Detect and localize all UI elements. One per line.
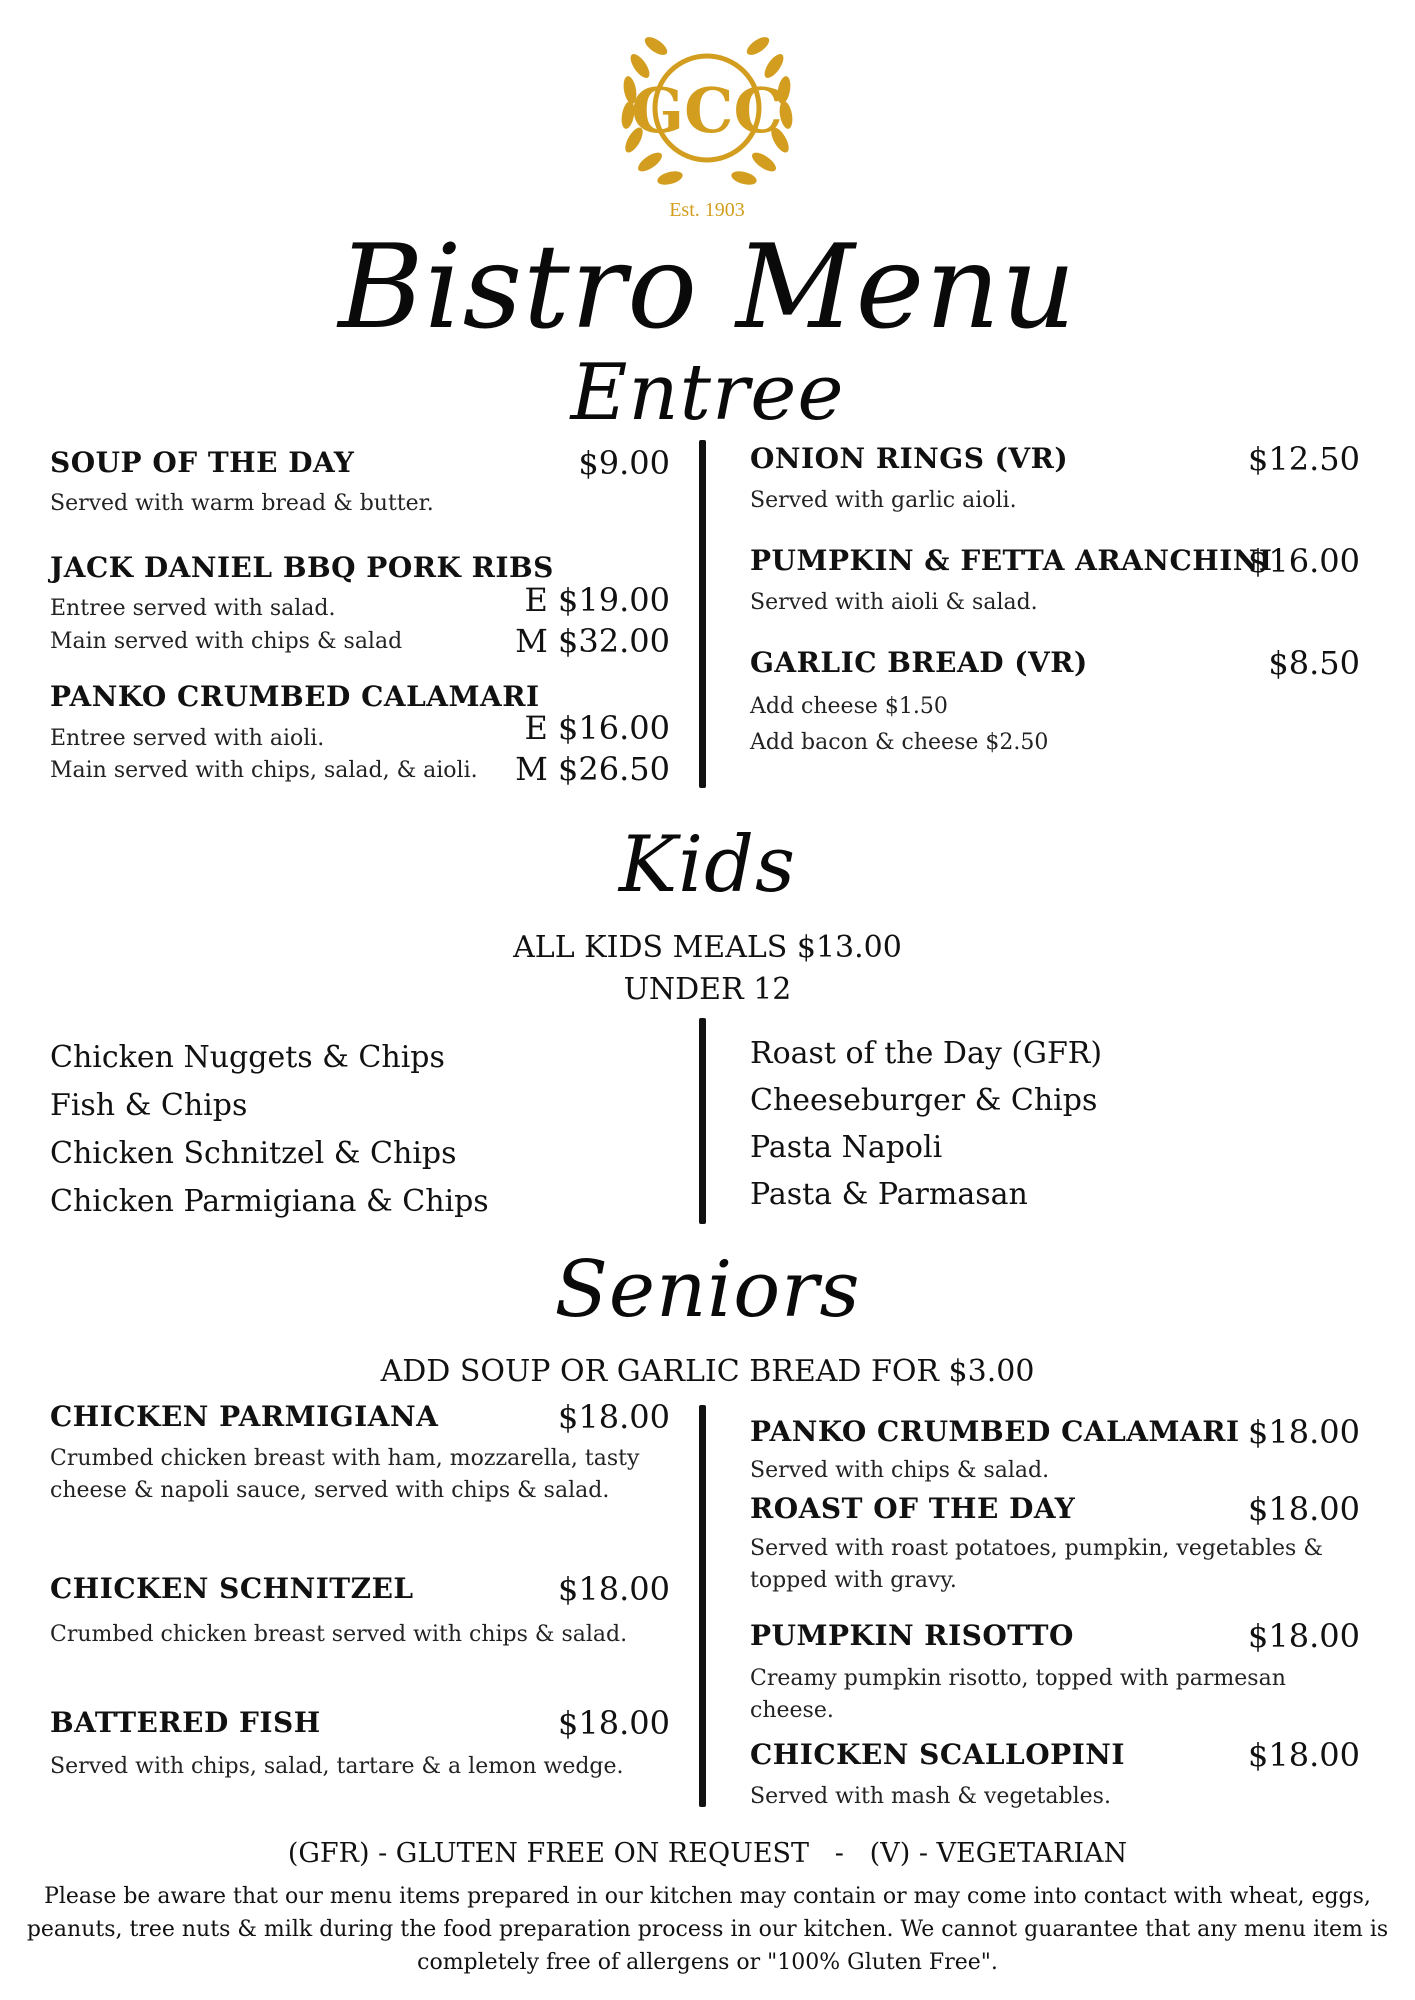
- menu-item-price-entree: E $16.00: [524, 709, 670, 747]
- seniors-divider: [699, 1405, 706, 1807]
- disclaimer-line: completely free of allergens or "100% Gluten Free".: [417, 1950, 998, 1975]
- menu-item-desc: Served with aioli & salad.: [750, 590, 1038, 615]
- list-item: Pasta & Parmasan: [750, 1177, 1028, 1212]
- menu-item-price: $9.00: [578, 444, 670, 482]
- kids-right-list: [750, 1030, 1102, 1218]
- list-item: Roast of the Day (GFR): [750, 1036, 1103, 1071]
- entree-heading: Entree: [570, 348, 845, 438]
- menu-item-price-main: M $26.50: [515, 750, 670, 788]
- menu-item-desc: Add cheese $1.50: [750, 694, 948, 719]
- menu-item-desc: Served with chips, salad, tartare & a lemon wedge.: [50, 1754, 624, 1779]
- kids-heading: Kids: [618, 820, 797, 910]
- menu-item-desc: Add bacon & cheese $2.50: [750, 730, 1049, 755]
- menu-item-desc: Creamy pumpkin risotto, topped with parmesan: [750, 1666, 1286, 1691]
- menu-item-name: ROAST OF THE DAY: [750, 1492, 1076, 1525]
- laurel-wreath-icon: [612, 20, 802, 230]
- menu-item-desc: cheese & napoli sauce, served with chips & salad.: [50, 1478, 610, 1503]
- menu-item-name: GARLIC BREAD (VR): [750, 646, 1088, 679]
- menu-item-desc: topped with gravy.: [750, 1568, 957, 1593]
- menu-item-price: $18.00: [1248, 1490, 1360, 1528]
- kids-age-note: UNDER 12: [623, 972, 792, 1007]
- menu-item-name: JACK DANIEL BBQ PORK RIBS: [50, 551, 554, 584]
- menu-item-desc: Served with chips & salad.: [750, 1458, 1050, 1483]
- menu-item-price: $18.00: [1248, 1413, 1360, 1451]
- menu-item-desc: Entree served with aioli.: [50, 726, 325, 751]
- menu-item-desc: Served with roast potatoes, pumpkin, vegetables &: [750, 1536, 1323, 1561]
- menu-item-name: CHICKEN SCALLOPINI: [750, 1738, 1125, 1771]
- menu-item-price-entree: E $19.00: [524, 581, 670, 619]
- allergen-disclaimer: [0, 1880, 1415, 1979]
- menu-item-desc: Crumbed chicken breast served with chips & salad.: [50, 1622, 628, 1647]
- menu-item-desc: Served with warm bread & butter.: [50, 491, 434, 516]
- list-item: Cheeseburger & Chips: [750, 1083, 1098, 1118]
- disclaimer-line: Please be aware that our menu items prepared in our kitchen may contain or may come into contact with wheat, eggs,: [44, 1884, 1371, 1909]
- menu-item-price: $18.00: [1248, 1736, 1360, 1774]
- kids-divider: [699, 1018, 706, 1224]
- menu-item-price-main: M $32.00: [515, 622, 670, 660]
- menu-item-name: PUMPKIN RISOTTO: [750, 1619, 1074, 1652]
- menu-item-desc: Served with mash & vegetables.: [750, 1784, 1111, 1809]
- menu-item-desc: Main served with chips & salad: [50, 629, 403, 654]
- menu-item-name: ONION RINGS (VR): [750, 442, 1069, 475]
- dietary-legend: (GFR) - GLUTEN FREE ON REQUEST - (V) - VEGETARIAN: [287, 1838, 1128, 1869]
- kids-price-note: ALL KIDS MEALS $13.00: [513, 930, 902, 965]
- menu-item-price: $8.50: [1268, 644, 1360, 682]
- list-item: Chicken Schnitzel & Chips: [50, 1136, 457, 1171]
- disclaimer-line: peanuts, tree nuts & milk during the food preparation process in our kitchen. We cannot guarantee that any menu item is: [26, 1917, 1389, 1942]
- menu-item-price: $18.00: [558, 1570, 670, 1608]
- menu-item-name: CHICKEN PARMIGIANA: [50, 1400, 439, 1433]
- logo-monogram: GCC: [631, 74, 783, 147]
- menu-item-price: $16.00: [1248, 542, 1360, 580]
- menu-item-name: CHICKEN SCHNITZEL: [50, 1572, 414, 1605]
- menu-item-name: BATTERED FISH: [50, 1706, 321, 1739]
- kids-left-list: [50, 1034, 489, 1226]
- menu-item-price: $18.00: [558, 1398, 670, 1436]
- list-item: Pasta Napoli: [750, 1130, 943, 1165]
- menu-item-desc: cheese.: [750, 1698, 834, 1723]
- list-item: Chicken Parmigiana & Chips: [50, 1184, 489, 1219]
- menu-title: Bistro Menu: [338, 220, 1077, 355]
- club-logo: [612, 20, 802, 230]
- menu-item-price: $18.00: [1248, 1617, 1360, 1655]
- logo-est: Est. 1903: [669, 199, 745, 221]
- list-item: Chicken Nuggets & Chips: [50, 1040, 445, 1075]
- seniors-addon-note: ADD SOUP OR GARLIC BREAD FOR $3.00: [380, 1354, 1035, 1389]
- menu-item-name: PANKO CRUMBED CALAMARI: [750, 1415, 1240, 1448]
- menu-item-desc: Entree served with salad.: [50, 596, 336, 621]
- menu-item-desc: Served with garlic aioli.: [750, 488, 1017, 513]
- menu-item-name: PANKO CRUMBED CALAMARI: [50, 680, 540, 713]
- entree-divider: [699, 440, 706, 788]
- menu-item-price: $18.00: [558, 1704, 670, 1742]
- menu-item-desc: Crumbed chicken breast with ham, mozzarella, tasty: [50, 1446, 640, 1471]
- menu-item-name: PUMPKIN & FETTA ARANCHINI: [750, 544, 1273, 577]
- menu-item-name: SOUP OF THE DAY: [50, 446, 355, 479]
- menu-item-price: $12.50: [1248, 440, 1360, 478]
- seniors-heading: Seniors: [554, 1245, 861, 1335]
- menu-item-desc: Main served with chips, salad, & aioli.: [50, 758, 478, 783]
- list-item: Fish & Chips: [50, 1088, 248, 1123]
